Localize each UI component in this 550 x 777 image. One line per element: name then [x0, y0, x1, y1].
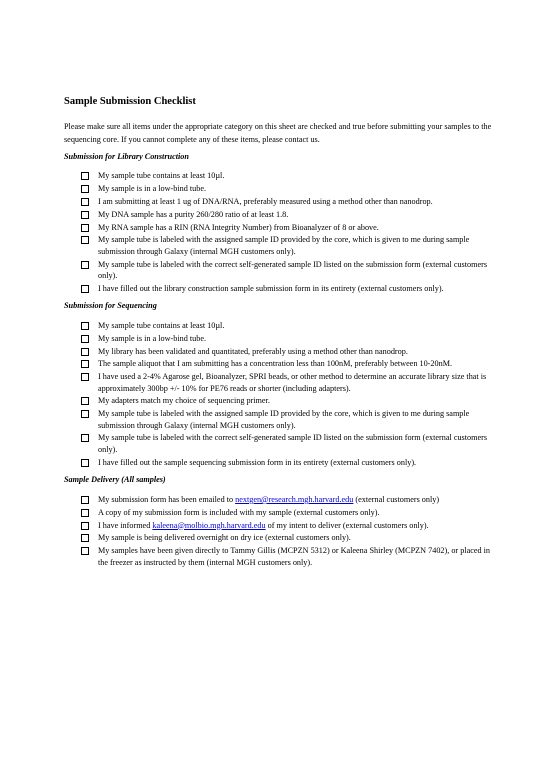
- checklist-item-text: I have informed kaleena@molbio.mgh.harvard.edu of my intent to deliver (external customers only).: [98, 520, 429, 530]
- section-heading: Submission for Library Construction: [64, 151, 189, 161]
- checklist-item: [81, 259, 492, 282]
- checklist-item-text: My sample tube is labeled with the correct self-generated sample ID listed on the submission form (external customers only).: [98, 433, 488, 454]
- checkbox[interactable]: [81, 322, 89, 330]
- checklist-item-text: My sample tube is labeled with the correct self-generated sample ID listed on the submission form (external customers only).: [98, 259, 488, 281]
- checklist: [64, 320, 492, 468]
- checklist-item: [81, 408, 492, 431]
- checkbox[interactable]: [81, 373, 89, 381]
- checklist-item-text: I have filled out the sample sequencing submission form in its entirety (external customers only).: [98, 457, 417, 467]
- checklist-item-text: My samples have been given directly to Tammy Gillis (MCPZN 5312) or Kaleena Shirley (MCPZN 7402), or placed in the freezer as instructed by them (internal MGH customers only).: [98, 546, 490, 567]
- checkbox[interactable]: [81, 496, 89, 504]
- checklist-item: [81, 358, 492, 369]
- checklist: [64, 494, 492, 568]
- intro-paragraph: Please make sure all items under the appropriate category on this sheet are checked and true before submitting your samples to the sequencing core. If you cannot complete any of these items, please contact us.: [64, 121, 492, 144]
- checklist-item-text: My sample tube contains at least 10µl.: [98, 171, 225, 181]
- checklist-item-text: I am submitting at least 1 ug of DNA/RNA, preferably measured using a method other than nanodrop.: [98, 197, 433, 207]
- checkbox[interactable]: [81, 459, 89, 467]
- checklist-item-text: My submission form has been emailed to nextgen@research.mgh.harvard.edu (external customers only): [98, 494, 440, 504]
- checkbox[interactable]: [81, 410, 89, 418]
- checkbox[interactable]: [81, 261, 89, 269]
- checkbox[interactable]: [81, 434, 89, 442]
- checkbox[interactable]: [81, 522, 89, 530]
- checkbox[interactable]: [81, 547, 89, 555]
- checklist-item-text: I have used a 2-4% Agarose gel, Bioanalyzer, SPRI beads, or other method to determine an accurate library size that is approximately 300bp +/- 10% for PE76 reads or shorter (including adapters).: [98, 372, 487, 393]
- checklist-item: [81, 494, 492, 505]
- checklist-item-text: My library has been validated and quantitated, preferably using a method other than nanodrop.: [98, 346, 408, 356]
- checklist-item-text: The sample aliquot that I am submitting has a concentration less than 100nM, preferably between 10-20nM.: [98, 359, 453, 369]
- checklist-item: [81, 346, 492, 357]
- checkbox[interactable]: [81, 236, 89, 244]
- section-heading: Submission for Sequencing: [64, 301, 157, 311]
- checkbox[interactable]: [81, 335, 89, 343]
- checklist-item-text: My DNA sample has a purity 260/280 ratio of at least 1.8.: [98, 209, 289, 219]
- checkbox[interactable]: [81, 509, 89, 517]
- checklist-item: [81, 170, 492, 181]
- checklist-item: [81, 532, 492, 543]
- checkbox[interactable]: [81, 211, 89, 219]
- section-heading: Sample Delivery (All samples): [64, 475, 166, 485]
- email-link[interactable]: nextgen@research.mgh.harvard.edu: [235, 494, 354, 504]
- checklist-item-text: My adapters match my choice of sequencing primer.: [98, 396, 270, 406]
- checklist-item: [81, 507, 492, 518]
- checklist-item-text: My sample is in a low-bind tube.: [98, 184, 207, 194]
- checkbox[interactable]: [81, 285, 89, 293]
- checklist-page: [64, 96, 492, 575]
- checklist-item: [81, 520, 492, 531]
- checkbox[interactable]: [81, 198, 89, 206]
- checklist-item: [81, 457, 492, 468]
- checklist-item-text: A copy of my submission form is included with my sample (external customers only).: [98, 507, 380, 517]
- checkbox[interactable]: [81, 360, 89, 368]
- checklist-item: [81, 183, 492, 194]
- checklist-item: [81, 196, 492, 207]
- checklist-item: [81, 234, 492, 257]
- email-link[interactable]: kaleena@molbio.mgh.harvard.edu: [152, 520, 266, 530]
- checklist-sections: [64, 152, 492, 568]
- page-title: Sample Submission Checklist: [64, 96, 196, 107]
- checklist-item-text: My sample tube is labeled with the assigned sample ID provided by the core, which is given to me during sample submission through Galaxy (internal MGH customers only).: [98, 409, 470, 430]
- checklist-item: [81, 209, 492, 220]
- checkbox[interactable]: [81, 172, 89, 180]
- checklist-item: [81, 545, 492, 568]
- checkbox[interactable]: [81, 397, 89, 405]
- checklist-item: [81, 320, 492, 331]
- checklist-item: [81, 222, 492, 233]
- checklist-item: [81, 395, 492, 406]
- checklist-item: [81, 432, 492, 455]
- checkbox[interactable]: [81, 185, 89, 193]
- checklist-item-text: My sample tube contains at least 10µl.: [98, 321, 225, 331]
- checklist-item-text: I have filled out the library construction sample submission form in its entirety (external customers only).: [98, 283, 444, 293]
- checklist: [64, 170, 492, 294]
- checkbox[interactable]: [81, 534, 89, 542]
- checklist-item-text: My RNA sample has a RIN (RNA Integrity Number) from Bioanalyzer of 8 or above.: [98, 222, 379, 232]
- checklist-item-text: My sample tube is labeled with the assigned sample ID provided by the core, which is given to me during sample submission through Galaxy (internal MGH customers only).: [98, 235, 470, 256]
- checkbox[interactable]: [81, 348, 89, 356]
- checklist-item-text: My sample is being delivered overnight on dry ice (external customers only).: [98, 533, 351, 543]
- checklist-item: [81, 333, 492, 344]
- checklist-item: [81, 371, 492, 394]
- checklist-item: [81, 283, 492, 294]
- checkbox[interactable]: [81, 224, 89, 232]
- checklist-item-text: My sample is in a low-bind tube.: [98, 333, 207, 343]
